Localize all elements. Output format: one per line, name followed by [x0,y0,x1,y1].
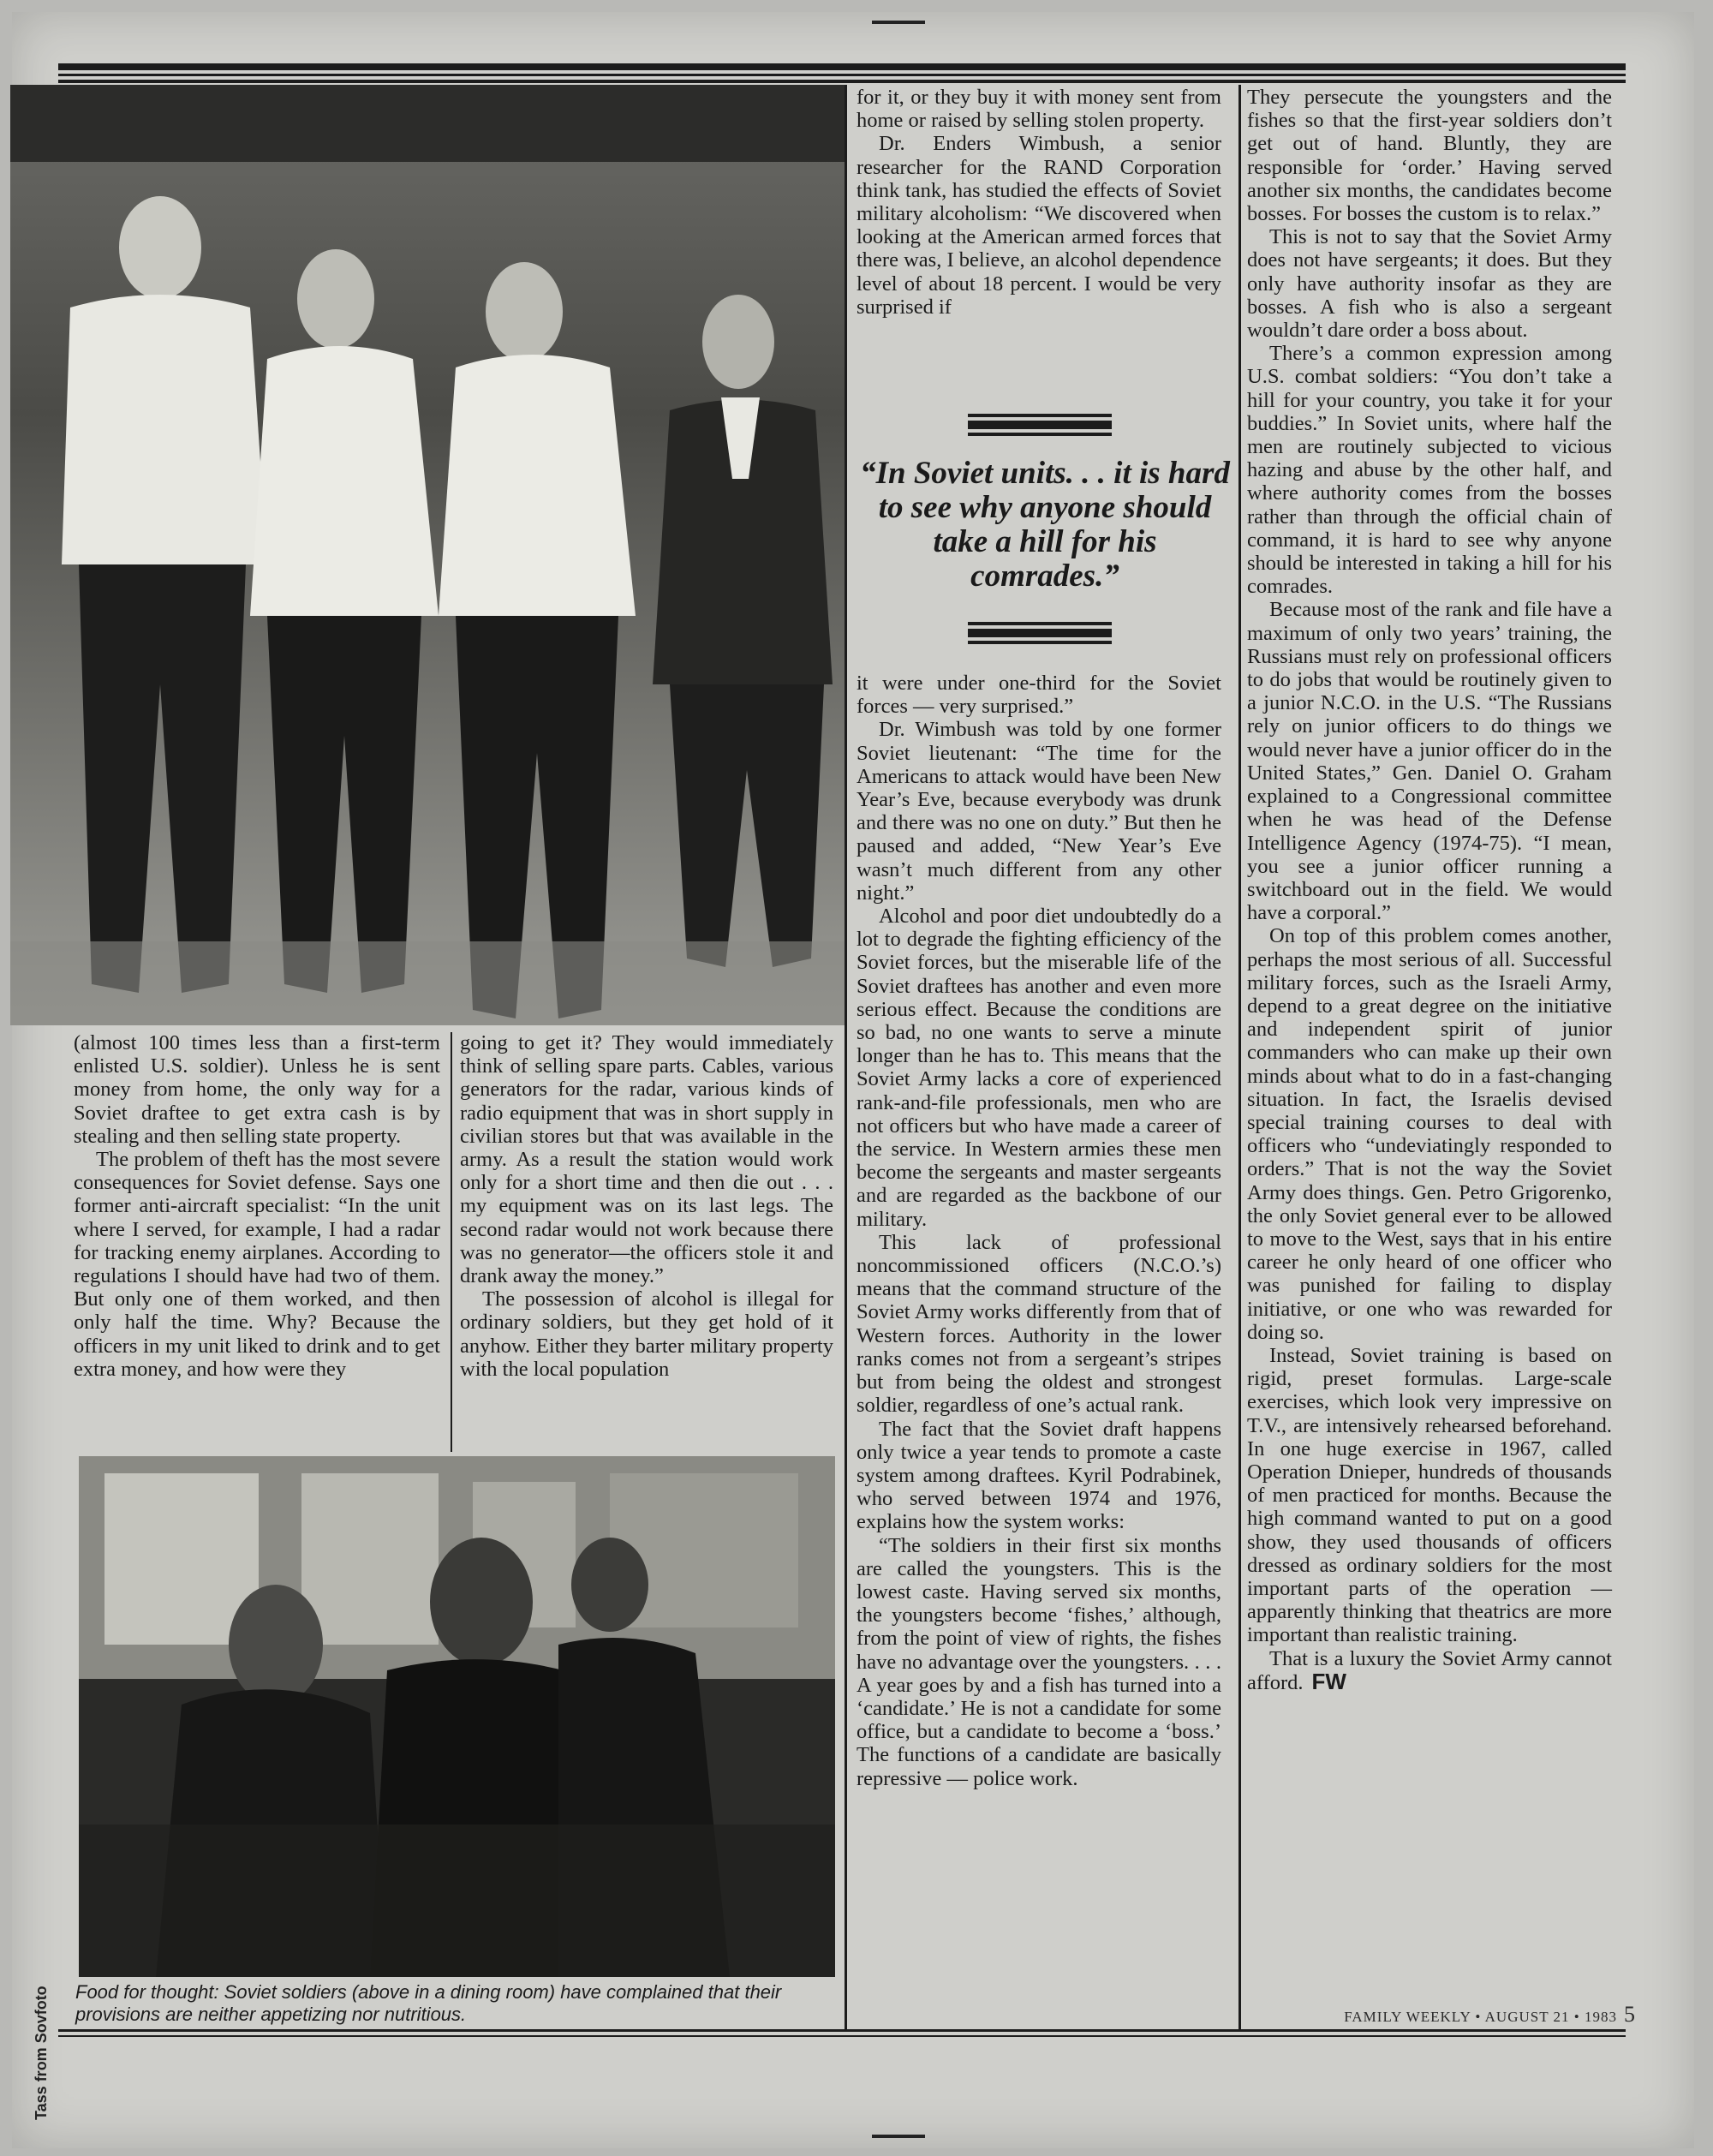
paragraph: Dr. Wimbush was told by one former Soviet lieutenant: “The time for the Americans to attack would have been New Year’s Eve, because everybody was drunk and there was no one on duty.” But then he paused and added, “New Year’s Eve wasn’t much different from any other night.” [856,718,1221,905]
column-divider [1238,85,1241,2029]
paragraph-final [1247,1647,1612,1694]
pull-quote-rule [968,622,1112,625]
pull-quote-rule [968,414,1112,417]
paragraph: Because most of the rank and file have a maximum of only two years’ training, the Russians must rely on professional officers to do jobs that would be routinely given to a junior N.C.O. in the U.S. “The Russians rely on junior officers to do things we would never have a junior officer do in the United States,” Gen. Daniel O. Graham explained to a Congressional committee when he was head of the Defense Intelligence Agency (1974-75). “I mean, you see a junior officer running a switchboard out in the field. We would have a corporal.” [1247,598,1612,925]
pull-quote-box [856,414,1233,662]
paragraph: The fact that the Soviet draft happens only twice a year tends to promote a caste system among draftees. Kyril Podrabinek, who served between 1974 and 1976, explains how the system works: [856,1417,1221,1534]
pull-quote-text: “In Soviet units. . . it is hard to see why anyone should take a hill for his comrades.” [860,456,1230,594]
column-divider [845,85,847,2029]
top-rule-lower [58,80,1626,83]
column-divider [451,1032,452,1452]
paragraph-text: That is a luxury the Soviet Army cannot afford. [1247,1646,1612,1694]
article-column-3-top [856,86,1221,319]
article-column-4 [1247,86,1612,1694]
paragraph: Dr. Enders Wimbush, a senior researcher for the RAND Corporation think tank, has studied the effects of Soviet military alcoholism: “We discovered when looking at the American armed forces that there was, I believe, an alcohol dependence level of about 18 percent. I would be very surprised if [856,132,1221,319]
paragraph: Instead, Soviet training is based on rigid, preset formulas. Large-scale exercises, which look very impressive on T.V., are intensively rehearsed beforehand. In one huge exercise in 1967, called Operation Dnieper, hundreds of thousands of men practiced for months. Because the high command wanted to put on a good show, they used thousands of officers dressed as ordinary soldiers for the most important parts of the operation — apparently thinking that theatrics are more important than realistic training. [1247,1343,1612,1647]
article-column-3-bottom [856,672,1221,1790]
paragraph: This is not to say that the Soviet Army does not have sergeants; it does. But they only have authority insofar as they are bosses. A fish who is also a sergeant wouldn’t dare order a boss about. [1247,225,1612,343]
end-mark: FW [1311,1668,1346,1694]
top-rule-thin [58,74,1626,76]
paragraph: They persecute the youngsters and the fishes so that the first-year soldiers don’t get out of hand. Bluntly, they are responsible for ‘order.’ Having served another six months, the candidates become bosses. For bosses the custom is to relax.” [1247,86,1612,226]
paragraph: (almost 100 times less than a first-term enlisted U.S. soldier). Unless he is sent money from home, the only way for a Soviet draftee to get extra cash is by stealing and then selling state property. [74,1031,440,1148]
publication-line: FAMILY WEEKLY • AUGUST 21 • 1983 [1344,2009,1617,2025]
bottom-rule-thin [58,2035,1626,2037]
page-footer [1319,2002,1636,2028]
photo-dining-room [79,1456,835,1977]
photo-soldiers-standing [10,85,846,1025]
pull-quote-rule [968,421,1112,429]
pull-quote-rule [968,629,1112,637]
paragraph: The problem of theft has the most severe consequences for Soviet defense. Says one former anti-aircraft specialist: “In the unit where I served, for example, I had a radar for tracking enemy airplanes. According to regulations I should have had two of them. But only one of them worked, and then only half the time. Why? Because the officers in my unit liked to drink and to get extra money, and how were they [74,1148,440,1381]
article-column-2 [460,1031,833,1381]
photo-caption: Food for thought: Soviet soldiers (above in a dining room) have complained that their provisions are neither appetizing nor nutritious. [75,1981,782,2025]
paragraph: On top of this problem comes another, perhaps the most serious of all. Successful military forces, such as the Israeli Army, depend to a great degree on the initiative and independent spirit of junior commanders who can make up their own minds about what to do in a fast-changing situation. In fact, the Israelis devised special training courses to deal with officers who “undeviatingly responded to orders.” That is not the way the Soviet Army does things. Gen. Petro Grigorenko, the only Soviet general ever to be allowed to move to the West, says that in his entire career he only heard of one officer who was punished for failing to display initiative, or one who was rewarded for doing so. [1247,924,1612,1344]
photo-credit [33,2091,238,2120]
pull-quote-rule [968,433,1112,436]
paragraph: for it, or they buy it with money sent from home or raised by selling stolen property. [856,86,1221,133]
paragraph: This lack of professional noncommissioned officers (N.C.O.’s) means that the command structure of the Soviet Army works differently from that of Western forces. Authority in the lower ranks comes not from a sergeant’s stripes but from being the oldest and strongest soldier, regardless of one’s actual rank. [856,1230,1221,1418]
registration-mark-top [872,21,925,24]
top-rule [58,63,1626,70]
page-number: 5 [1624,2002,1636,2027]
registration-mark-bottom [872,2135,925,2138]
paragraph: Alcohol and poor diet undoubtedly do a lot to degrade the fighting efficiency of the Soviet forces, but the miserable life of the Soviet draftees has another and even more serious effect. Because the conditions are so bad, no one wants to serve a minute longer than he has to. This means that the Soviet Army lacks a core of experienced rank-and-file professionals, men who are not officers but who have made a career of the service. In Western armies these men become the sergeants and master sergeants and are regarded as the backbone of our military. [856,905,1221,1231]
article-column-1 [74,1031,440,1381]
paragraph: There’s a common expression among U.S. combat soldiers: “You don’t take a hill for your country, you take it for your buddies.” In Soviet units, where half the men are routinely subjected to vicious hazing and abuse by the other half, and where authority comes from the bosses rather than through the official chain of command, it is hard to see why anyone should be interested in taking a hill for his comrades. [1247,342,1612,599]
paragraph: going to get it? They would immediately think of selling spare parts. Cables, various generators for the radar, various kinds of radio equipment that was in short supply in civilian stores but that was available in the army. As a result the station would work only for a short time and then die out . . . my equipment was on its last legs. The second radar would not work because there was no generator—the officers stole it and drank away the money.” [460,1031,833,1288]
paragraph: “The soldiers in their first six months are called the youngsters. This is the lowest caste. Having served six months, the youngsters become ‘fishes,’ although, from the point of view of rights, the fishes have no advantage over the youngsters. . . . A year goes by and a fish has turned into a ‘candidate.’ He is not a candidate for some office, but a candidate to become a ‘boss.’ The functions of a candidate are basically repressive — police work. [856,1533,1221,1790]
bottom-rule [58,2029,1626,2032]
pull-quote-rule [968,641,1112,644]
paragraph: it were under one-third for the Soviet forces — very surprised.” [856,672,1221,719]
paragraph: The possession of alcohol is illegal for ordinary soldiers, but they get hold of it anyhow. Either they barter military property with the local population [460,1287,833,1381]
